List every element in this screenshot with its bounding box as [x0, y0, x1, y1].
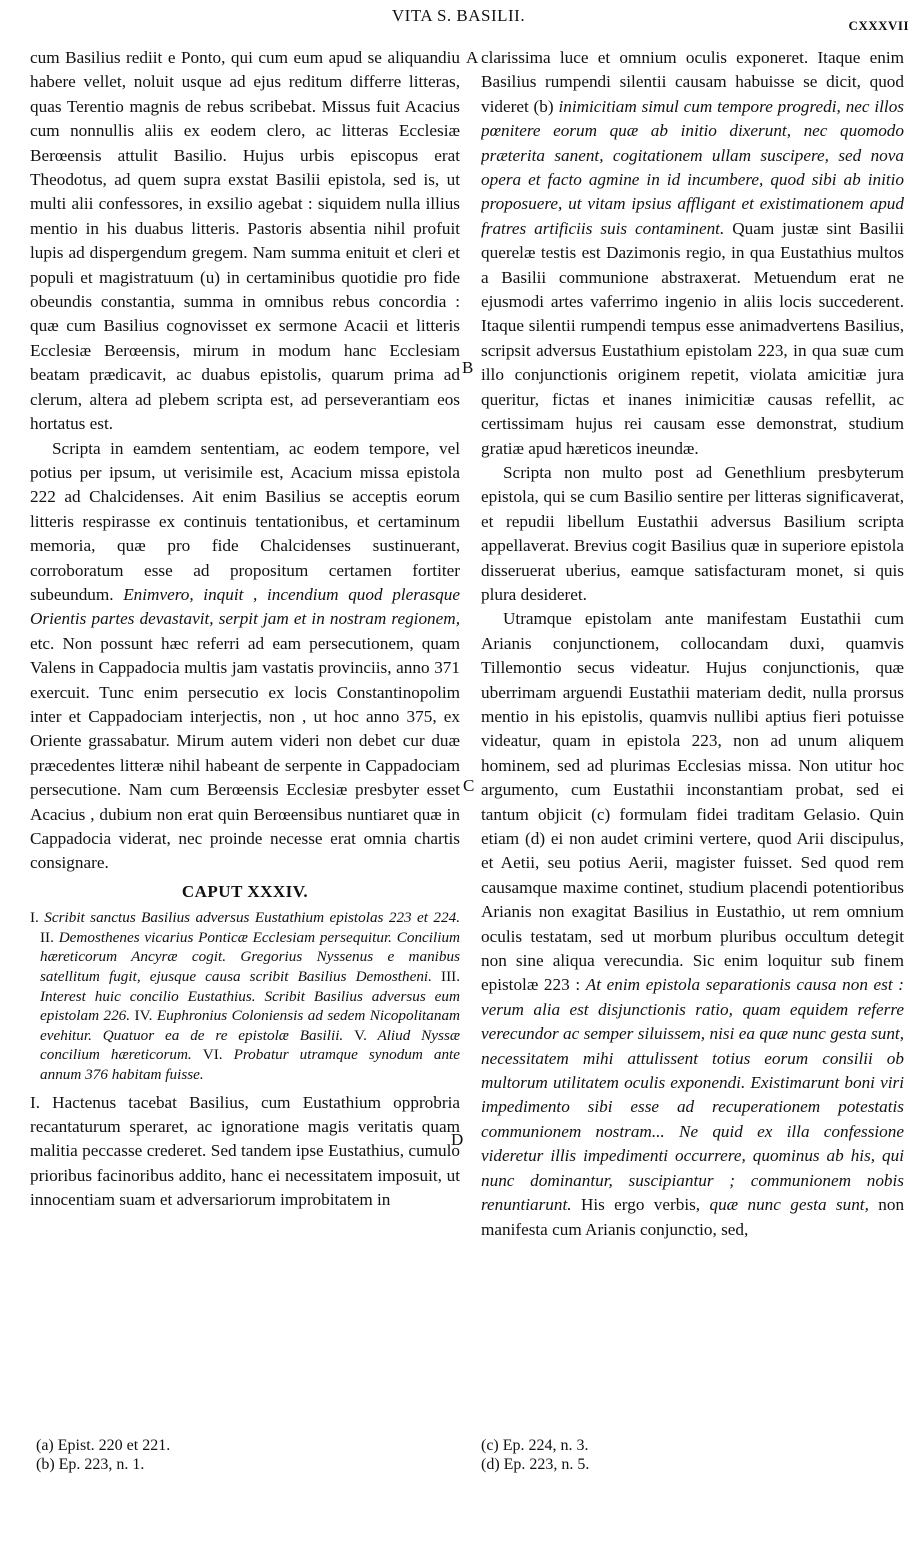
summary-number-iii: III. — [441, 968, 460, 985]
footnotes-right — [481, 1436, 589, 1474]
right-paragraph-3-text-a: Utramque epistolam ante manifestam Eustathii cum Arianis conjunctionem, collocandam duxi, quamvis Tillemontio secus videatur. Hujus conjunctionis, quæ uberrimam arguendi Eustathii materiam dedit, nulla prorsus mentio in his epistolis, quamvis nullibi aptius fieri potuisse videatur, quam in epistola 223, non ad unum aliquem hominem, sed ad plurimas Ecclesias missa. Non utitur hoc argumento, cum Eustathii inconstantiam probat, sed ei tantum objicit (c) formulam fidei traditam Gelasio. Quin etiam (d) ei non audet crimini vertere, quod Arii discipulus, et Aetii, seu potius Aerii, magister fuisset. Sed quod rem causamque maxime continet, studium placendi potentioribus Arianis non exagitat Basilius in Eustathio, ut rem omnium oculis testatam, sed ut morbum pluribus occultum detegit non sine aliqua verecundia. Sic enim loquitur sub finem epistolæ 223 : — [481, 609, 904, 995]
left-paragraph-2 — [30, 437, 460, 876]
summary-number-ii: II. — [40, 928, 54, 946]
footnote-c: (c) Ep. 224, n. 3. — [481, 1437, 589, 1454]
left-paragraph-3: I. Hactenus tacebat Basilius, cum Eustathium opprobria recantaturum speraret, ac ignoratione magis veritatis quam malitia peccasse crederet. Sed tandem ipse Eustathius, cumulo prioribus facinoribus addito, hanc ei necessitatem imposuit, ut innocentiam suam et adversariorum improbitatem in — [30, 1092, 460, 1210]
chapter-summary — [30, 908, 460, 1084]
left-paragraph-1: cum Basilius rediit e Ponto, qui cum eum apud se aliquandiu habere vellet, noluit usque ad ejus reditum differre litteras, quas Terentio magnis de rebus scribebat. Missus fuit Acacius cum nonnullis aliis ex eodem clero, ac litteras Ecclesiæ Berœensis attulit Basilio. Hujus urbis episcopus erat Theodotus, ad quem supra exstat Basilii epistola, sed is, ut multi alii confessores, in exsilio agebat : siquidem nulla illius mentio in his duabus litteris. Pastoris absentia nihil profuit lupis ad dispergendum gregem. Nam summa enituit et cleri et populi et magistratuum (u) in certaminibus quotidie pro fide obeundis constantia, summa in omnibus rebus concordia : quæ cum Basilius cognovisset ex sermone Acacii et litteris Ecclesiæ Berœensis, mirum in modum hanc Ecclesiam beatam prædicavit, ac duabus epistolis, quarum prima ad clerum, altera ad plebem scripta est, ad perseverantiam eos hortatus est. — [30, 48, 460, 434]
right-paragraph-3-quote-1: At enim epistola separationis causa non est : verum alia est disjunctionis ratio, quam equidem referre verecundor ac semper siluissem, nisi ea quæ nunc gesta sunt, necessitatem mihi attulissent totius eorum consilii ob multorum utilitatem oculis exponendi. Existimarunt boni viri impedimento sibi esse ad recuperationem potestatis communionem nostram... Ne quid ex illa confessione videretur illis impedimenti occurrere, quominus ab his, qui nunc dominantur, suscipiantur ; communionem nobis renuntiarunt. — [481, 975, 904, 1215]
right-paragraph-1-text-b: Quam justæ sint Basilii querelæ testis est Dazimonis regio, in qua Eustathius multos a Basilii communione abstraxerat. Metuendum erat ne ejusmodi artes vaferrimo ingenio in aliis locis succederent. Itaque silentii rumpendi tempus esse animadvertens Basilius, scripsit adversus Eustathium epistolam 223, in qua suæ cum illo conjunctionis originem repetit, violata amicitiæ jura queritur, fictas et inanes inimicitiæ causas refellit, ac certissimam hujus rei causam esse demonstrat, studium gratiæ apud hæreticos ineundæ. — [481, 218, 904, 458]
margin-marker-c: C — [463, 776, 475, 795]
right-paragraph-1 — [481, 46, 904, 461]
page-number: CXXXVII — [848, 18, 909, 33]
right-paragraph-3 — [481, 607, 904, 1242]
right-paragraph-2: Scripta non multo post ad Genethlium presbyterum epistola, qui se cum Basilio sentire per litteras significaverat, et repudii libellum Eustathii adversus Basilium scripta appellaverat. Brevius cogit Basilius quæ in superiore epistola disseruerat uberius, eamque satisfacturam monet, si quis plura desideret. — [481, 462, 904, 604]
left-column — [30, 46, 460, 1406]
summary-item-ii: Demosthenes vicarius Ponticæ Ecclesiam persequitur. Concilium hæreticorum Ancyræ cogit. Gregorius Nyssenus e manibus satellitum fugit, ejusque causa scribit Basilius Demostheni. — [40, 928, 460, 985]
summary-number-iv: IV. — [134, 1007, 153, 1025]
summary-item-iii: Interest huic concilio Eustathius. Scribit Basilius adversus eum epistolam 226. — [40, 987, 460, 1025]
footnote-b: (b) Ep. 223, n. 1. — [36, 1456, 145, 1473]
left-paragraph-2-text-b: etc. Non possunt hæc referri ad eam persecutionem, quam Valens in Cappadocia multis jam vastatis provinciis, anno 371 exercuit. Tunc enim persecutio ex locis Constantinopolim inter et Cappadociam interjectis, non , ut hoc anno 375, ex Oriente grassabatur. Mirum autem videri non debet cur duæ præcedentes litteræ nihil habeant de serpente in Cappadociam persecutione. Nam cum Berœensis Ecclesiæ presbyter esset Acacius , dubium non erat quin Berœensibus nuntiaret quæ in Cappadocia viderat, nec proinde necesse erat omnia chartis consignare. — [30, 633, 460, 873]
margin-marker-a: A — [466, 48, 479, 67]
footnotes-left — [36, 1436, 170, 1474]
summary-number-i: I. — [30, 909, 39, 927]
right-paragraph-3-text-mid: His ergo verbis, — [580, 1195, 701, 1215]
right-column — [481, 46, 904, 1406]
summary-item-i: Scribit sanctus Basilius adversus Eustathium epistolas 223 et 224. — [44, 909, 460, 927]
right-paragraph-3-quote-2: quæ nunc gesta sunt, — [709, 1195, 869, 1215]
margin-marker-d: D — [451, 1130, 464, 1149]
summary-number-v: V. — [354, 1026, 367, 1044]
summary-item-iv: Euphronius Coloniensis ad sedem Nicopolitanam evehitur. Quatuor ea de re epistolæ Basilii. — [40, 1007, 460, 1044]
margin-marker-b: B — [462, 358, 474, 377]
left-paragraph-2-quote: Enimvero, inquit , incendium quod plerasque Orientis partes devastavit, serpit jam et in nostram regionem, — [30, 584, 460, 629]
right-paragraph-1-quote: inimicitiam simul cum tempore progredi, nec illos pœnitere eorum quæ ab initio dixerunt, nec quomodo præterita sanent, cogitationem ullam suscipere, sed nova opera et facto agmine in id incumbere, quod sibi ab initio proposuere, ut vitam ipsius affligant et existimationem apud fratres artificiis suis contaminent. — [481, 96, 904, 238]
footnote-d: (d) Ep. 223, n. 5. — [481, 1456, 590, 1473]
chapter-heading: CAPUT XXXIV. — [181, 881, 309, 901]
right-paragraph-1-text-a: clarissima luce et omnium oculis exponeret. Itaque enim Basilius rumpendi silentii causam habuisse se dicit, quod videret (b) — [481, 48, 904, 116]
left-paragraph-2-text-a: Scripta in eamdem sententiam, ac eodem tempore, vel potius per ipsum, ut verisimile est, Acacium missa epistola 222 ad Chalcidenses. Ait enim Basilius se acceptis eorum litteris respirasse ex continuis tentationibus, et certaminum memoria, quæ pro fide Chalcidenses sustinuerant, corroboratum esse ad propositum certamen fortiter subeundum. — [30, 438, 460, 604]
running-title: VITA S. BASILII. — [391, 6, 526, 25]
summary-item-v: Aliud Nyssæ concilium hæreticorum. — [40, 1026, 460, 1064]
summary-number-vi: VI. — [202, 1046, 223, 1064]
right-paragraph-3-text-end: non manifesta cum Arianis conjunctio, sed, — [481, 1195, 904, 1239]
summary-item-vi: Probatur utramque synodum ante annum 376 habitam fuisse. — [40, 1046, 460, 1083]
footnote-a: (a) Epist. 220 et 221. — [36, 1437, 171, 1454]
